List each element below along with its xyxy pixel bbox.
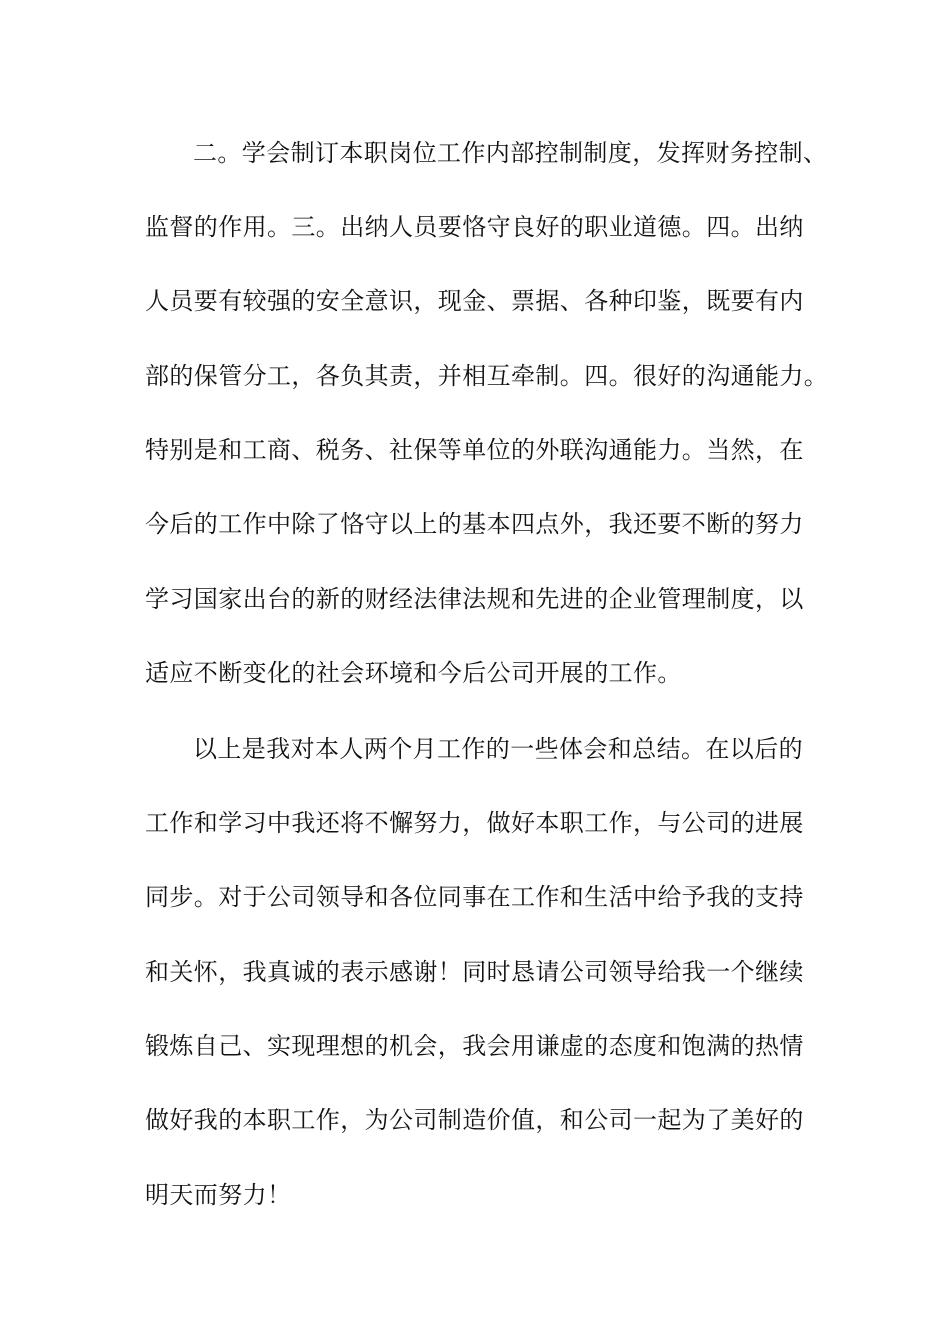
paragraph-1-line-1: 二。学会制订本职岗位工作内部控制制度，发挥财务控制、: [193, 139, 828, 167]
paragraph-1-line-4: 部的保管分工，各负其责，并相互牵制。四。很好的沟通能力。: [145, 362, 829, 390]
paragraph-1-line-5: 特别是和工商、税务、社保等单位的外联沟通能力。当然，在: [145, 436, 804, 464]
paragraph-2-line-6: 做好我的本职工作，为公司制造价值，和公司一起为了美好的: [145, 1106, 804, 1134]
paragraph-2-line-5: 锻炼自己、实现理想的机会，我会用谦虚的态度和饱满的热情: [145, 1032, 804, 1060]
paragraph-2-line-2: 工作和学习中我还将不懈努力，做好本职工作，与公司的进展: [145, 809, 804, 837]
paragraph-1-line-6: 今后的工作中除了恪守以上的基本四点外，我还要不断的努力: [145, 510, 804, 538]
paragraph-2-line-4: 和关怀，我真诚的表示感谢！同时恳请公司领导给我一个继续: [145, 958, 804, 986]
paragraph-2-line-1: 以上是我对本人两个月工作的一些体会和总结。在以后的: [193, 735, 803, 763]
paragraph-2-line-7: 明天而努力！: [145, 1181, 292, 1209]
paragraph-1-line-8: 适应不断变化的社会环境和今后公司开展的工作。: [145, 659, 682, 687]
paragraph-1-line-3: 人员要有较强的安全意识，现金、票据、各种印鉴，既要有内: [145, 287, 804, 315]
paragraph-1-line-7: 学习国家出台的新的财经法律法规和先进的企业管理制度，以: [145, 585, 804, 613]
paragraph-1-line-2: 监督的作用。三。出纳人员要恪守良好的职业道德。四。出纳: [145, 213, 804, 241]
paragraph-2-line-3: 同步。对于公司领导和各位同事在工作和生活中给予我的支持: [145, 883, 804, 911]
